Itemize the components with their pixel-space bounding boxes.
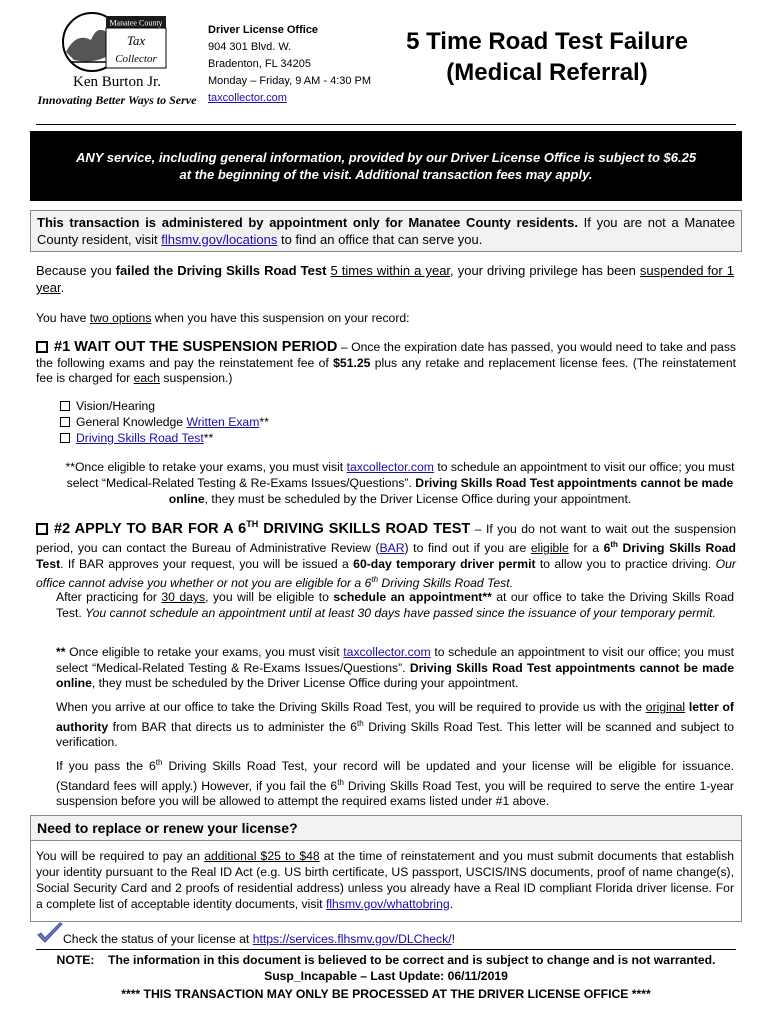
option-2-text: ) to find out if you are [404,541,531,556]
appointment-bold-text: This transaction is administered by appointment only for Manatee County residents. [37,215,578,230]
dlcheck-link[interactable]: https://services.flhsmv.gov/DLCheck/ [252,932,452,946]
option-1-heading: #1 WAIT OUT THE SUSPENSION PERIOD [54,339,338,355]
option-1-text: plus any retake and replacement license fees. (The reinstatement fee is charged for [36,355,736,385]
option-2-italic: Our office cannot advise you whether or not you are eligible for a 6 [36,556,736,591]
taxcollector-link[interactable]: taxcollector.com [346,460,434,474]
option-2-heading-b: DRIVING SKILLS ROAD TEST [258,520,471,537]
intro-underline: 5 times within a year [330,263,451,278]
options-intro-text: You have [36,311,90,325]
option-1-text: suspension.) [160,371,233,385]
road-test-link[interactable]: Driving Skills Road Test [76,431,204,445]
logo-name: Ken Burton Jr. [73,74,161,90]
options-intro-underline: two options [89,311,152,325]
fee-notice-banner [30,131,742,201]
option-2-section [36,517,736,592]
option-1-note [60,459,740,507]
document-title-line-2: (Medical Referral) [446,59,648,86]
logo-slogan: Innovating Better Ways to Serve [37,93,197,107]
renew-text [36,848,734,912]
option-2-italic: Driving Skills Road Test. [378,576,514,591]
locations-link[interactable]: flhsmv.gov/locations [161,232,278,247]
option-2-text: for a [568,541,604,556]
exam-vision-label: Vision/Hearing [76,399,156,413]
p2-text: , you will be eligible to [205,590,334,604]
option-1-text: – Once the expiration date has passed, you would need to take and pass the following exams and pay the reinstatement fee of [36,340,737,370]
appointment-text-2: to find an office that can serve you. [277,232,483,247]
taxcollector-link-2[interactable]: taxcollector.com [343,645,431,659]
p2-underline: 30 days [161,590,206,604]
option-2-checkbox[interactable] [36,523,48,535]
option-2-heading [54,521,470,537]
bar-link[interactable]: BAR [379,541,405,556]
footer-divider [36,949,736,950]
status-check-line [63,932,455,948]
renew-text-part: You will be required to pay an [36,849,205,863]
p4-bold: letter of authority [56,700,734,734]
option-2-paragraph-2 [56,590,734,621]
exam-stars: ** [259,415,269,429]
exam-vision-checkbox[interactable] [60,401,70,411]
option-1-note-bold: Driving Skills Road Test appointments cannot be made online [168,476,734,506]
p2-italic: You cannot schedule an appointment until at least 30 days have passed since the issuance of your temporary permit. [85,605,716,620]
renew-text-part: . [449,897,454,911]
intro-bold: failed the Driving Skills Road Test [115,263,327,278]
logo-county: Manatee County [109,18,163,28]
option-2-bold-sup: th [610,540,618,550]
logo-collector: Collector [115,53,157,65]
appointment-notice-box [30,210,742,252]
exam-item-road-test [60,430,269,446]
header-divider [36,124,736,125]
p5-text: If you pass the 6 [56,759,156,774]
p5-text: Driving Skills Road Test, your record will be updated and your license will be eligible for issuance. (Standard fees will apply.) However, if you fail the 6 [56,759,734,793]
options-intro-text: when you have this suspension on your record: [151,311,410,325]
office-address-1: 904 301 Blvd. W. [208,41,292,53]
option-1-section [36,340,736,387]
p3-bold: Driving Skills Road Test appointments cannot be made online [56,660,734,690]
option-1-note-text: to schedule an appointment to visit our office; you must select “Medical-Related Testing & Re-Exams Issues/Questions”. [66,460,735,490]
exam-knowledge-label: General Knowledge [76,415,187,429]
option-2-text: to allow you to practice driving. [535,556,716,571]
logo-tax: Tax [126,33,146,48]
option-2-permit: 60-day temporary driver permit [353,556,536,571]
footer-note [36,952,736,984]
exam-knowledge-checkbox[interactable] [60,417,70,427]
document-title-line-1: 5 Time Road Test Failure [406,28,688,55]
p3-text: Once eligible to retake your exams, you must visit [65,645,344,659]
option-2-paragraph-5 [56,755,734,810]
written-exam-link[interactable]: Written Exam [186,415,260,429]
status-text: ! [451,932,455,946]
status-text: Check the status of your license at [63,932,253,946]
p4-text: When you arrive at our office to take the Driving Skills Road Test, you will be required to provide us with the [56,700,646,714]
p5-sup: th [155,758,163,767]
renew-fee-underline: additional $25 to $48 [204,849,320,863]
p3-text: to schedule an appointment to visit our office; you must select “Medical-Related Testing & Re-Exams Issues/Questions”. [56,645,734,675]
renew-text-part: at the time of reinstatement and you must submit documents that establish your identity pursuant to the Real ID Act (e.g. US birth certificate, US passport, USCIS/INS documents, proof of name change(s), Social Security Card and 2 proofs of residential address) unless you already have a Real ID compliant Florida driver license. For a complete list of acceptable identity documents, visit [36,849,735,911]
p5-text: Driving Skills Road Test, you will be required to serve the entire 1-year suspension before you will be allowed to attempt the required exams listed under #1 above. [56,778,734,809]
exam-list [60,398,269,446]
intro-underline: suspended for 1 year [36,263,734,295]
options-intro [36,310,734,326]
exam-item-vision [60,398,269,414]
renew-heading: Need to replace or renew your license? [30,815,742,841]
document-title [392,26,702,88]
option-2-paragraph-4 [56,700,734,751]
exam-road-test-checkbox[interactable] [60,433,70,443]
intro-text: , your driving privilege has been [450,263,640,278]
p4-sup: th [357,718,364,728]
footer-restriction: **** THIS TRANSACTION MAY ONLY BE PROCESSED AT THE DRIVER LICENSE OFFICE **** [121,987,651,1001]
office-title: Driver License Office [208,24,319,36]
intro-paragraph [36,262,734,296]
p3-bold: ** [56,645,66,659]
option-1-note-text: , they must be scheduled by the Driver License Office during your appointment. [204,492,632,506]
p4-text: from BAR that directs us to administer the 6 [108,719,358,734]
tax-collector-logo [36,12,198,112]
option-1-note-text: **Once eligible to retake your exams, you must visit [65,460,347,474]
logo-seal-graphic [36,12,198,112]
option-1-each: each [133,371,160,385]
p2-text: After practicing for [56,590,162,604]
fee-notice-text: ANY service, including general information, provided by our Driver License Office is subject to $6.25 at the beginning of the visit. Additional transaction fees may apply. [75,150,697,182]
option-2-heading-a: #2 APPLY TO BAR FOR A 6 [54,520,247,537]
footer-last-update: Susp_Incapable – Last Update: 06/11/2019 [264,969,508,983]
option-1-fee: $51.25 [333,355,371,370]
office-address-2: Bradenton, FL 34205 [208,58,311,70]
whattobring-link[interactable]: flhsmv.gov/whattobring [325,897,450,911]
exam-item-knowledge [60,414,269,430]
option-2-eligible: eligible [530,541,569,556]
p3-text: , they must be scheduled by the Driver License Office during your appointment. [91,676,519,690]
option-2-bold: Driving Skills Road Test [36,541,736,571]
p2-bold: schedule an appointment** [333,590,492,604]
intro-text: Because you [36,263,116,278]
option-1-checkbox[interactable] [36,341,48,353]
office-hours: Monday – Friday, 9 AM - 4:30 PM [208,75,372,87]
p4-underline: original [645,700,686,714]
exam-stars: ** [203,431,214,445]
option-2-paragraph-3 [56,645,734,692]
p2-text: at our office to take the Driving Skills Road Test. [56,590,735,620]
office-website-link[interactable]: taxcollector.com [208,92,287,104]
option-2-italic-sup: th [371,575,379,585]
p4-text: Driving Skills Road Test. This letter will be scanned and subject to verification. [56,719,734,750]
intro-text: . [60,280,65,295]
office-info [208,22,371,107]
option-2-text: – If you do not want to wait out the suspension period, you can contact the Bureau of Administrative Review ( [36,521,736,556]
p5-sup: th [337,777,344,787]
appointment-text-1: If you are not a Manatee County resident, visit [37,215,735,247]
checkmark-icon [36,922,64,946]
option-2-bold: 6 [603,541,611,556]
option-2-heading-sup: TH [246,519,259,529]
footer-note-text: NOTE: The information in this document is believed to be correct and is subject to change and is not warranted. [56,953,716,967]
option-2-text: . If BAR approves your request, you will be issued a [60,556,354,571]
